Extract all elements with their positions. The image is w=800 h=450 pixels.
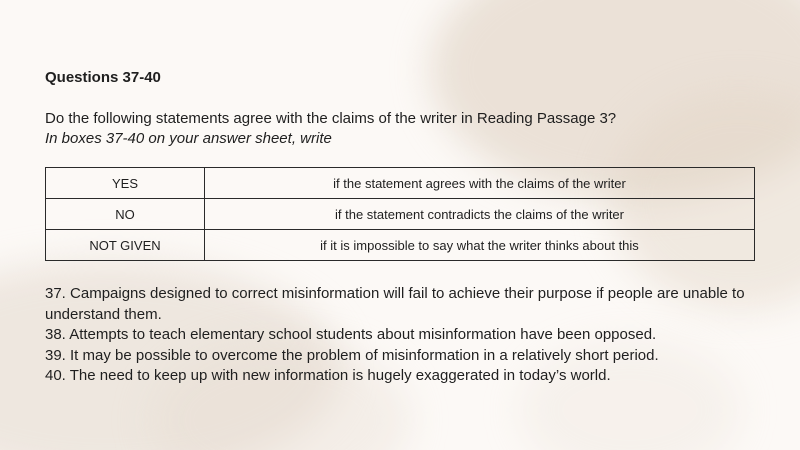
instruction-italic-text: In boxes 37-40 on your answer sheet, write <box>45 130 332 147</box>
answer-code: NOT GIVEN <box>46 230 205 261</box>
statement-item: 39. It may be possible to overcome the problem of misinformation in a relatively short period. <box>45 346 659 364</box>
answer-key-row-not-given <box>46 230 755 261</box>
answer-key-row-no <box>46 199 755 230</box>
answer-key-table <box>45 167 755 261</box>
answer-code: NO <box>46 199 205 230</box>
instruction-text: Do the following statements agree with the claims of the writer in Reading Passage 3? <box>45 110 617 127</box>
statement-item: 38. Attempts to teach elementary school students about misinformation have been opposed. <box>45 326 657 343</box>
statement-item: 37. Campaigns designed to correct misinformation will fail to achieve their purpose if people are unable to understand them. <box>45 285 745 323</box>
answer-meaning: if the statement contradicts the claims of the writer <box>205 199 755 230</box>
answer-meaning: if the statement agrees with the claims of the writer <box>205 168 755 199</box>
statement-list <box>45 284 750 387</box>
answer-code: YES <box>46 168 205 199</box>
answer-meaning: if it is impossible to say what the writer thinks about this <box>205 230 755 261</box>
questions-heading: Questions 37-40 <box>45 69 161 86</box>
statement-item: 40. The need to keep up with new information is hugely exaggerated in today’s world. <box>45 367 611 384</box>
answer-key-row-yes <box>46 168 755 199</box>
